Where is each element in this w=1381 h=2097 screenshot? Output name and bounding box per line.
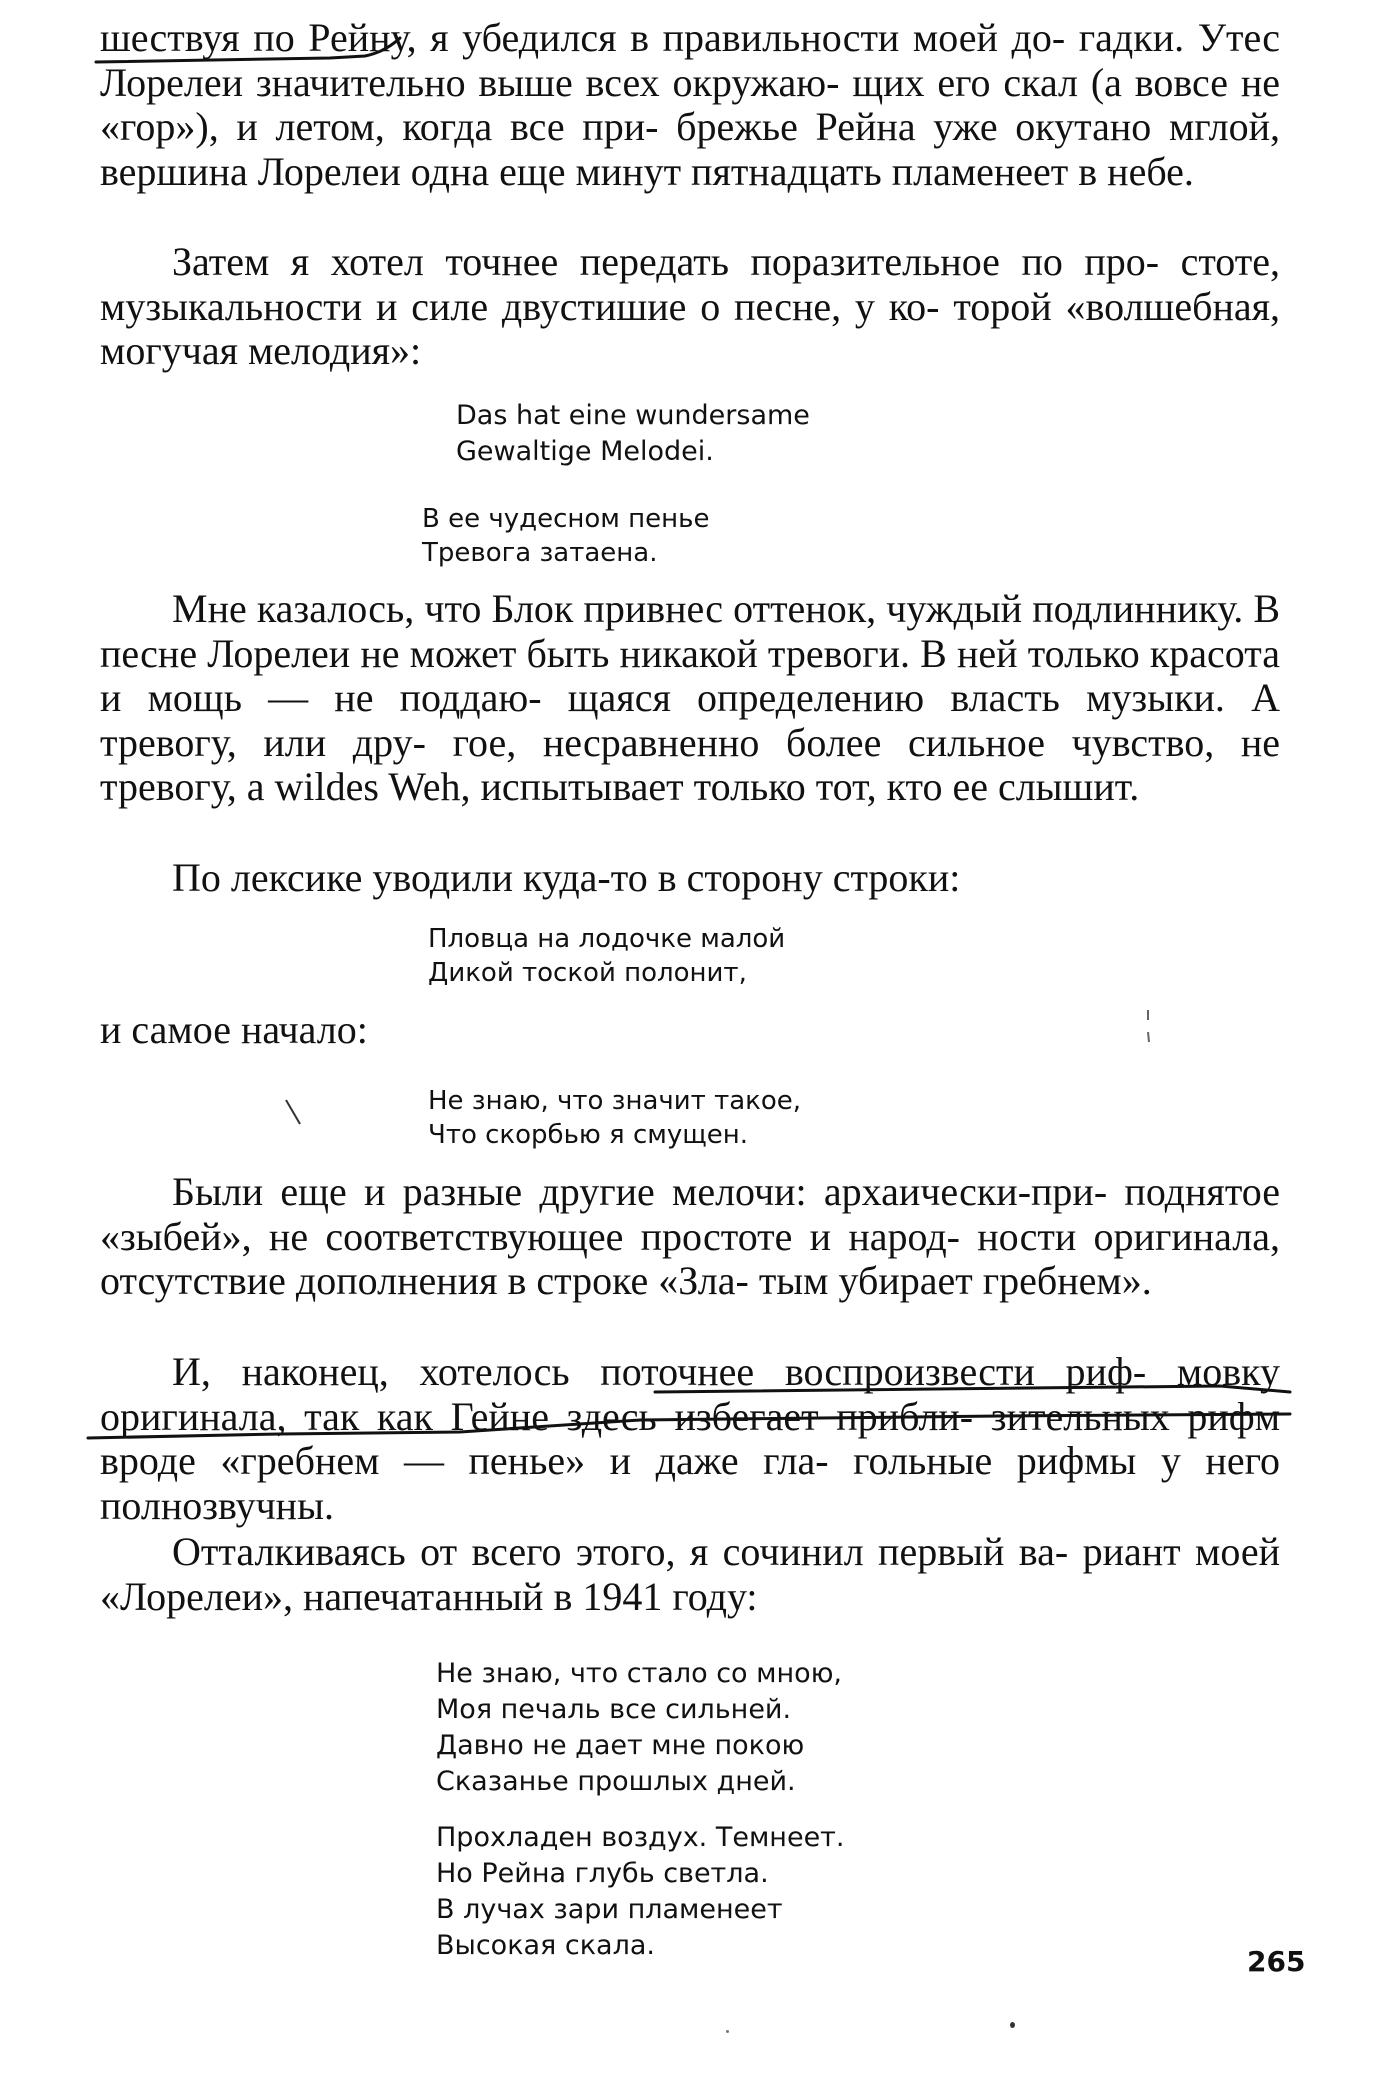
text-line: И, наконец, хотелось поточнее воспроизвести риф- [172, 1349, 1147, 1394]
text-line: шествуя по Рейну, я убедился в правильности моей до- [100, 15, 1066, 60]
verse-blok-quote-2 [428, 922, 785, 990]
verse-line: Gewaltige Melodei. [456, 436, 714, 467]
text-line: стоте, музыкальности и силе двустишие о песне, у ко- [100, 239, 1281, 329]
paragraph-two [100, 240, 1280, 374]
verse-line: Не знаю, что значит такое, [428, 1086, 802, 1116]
paragraph-seven [100, 1350, 1280, 1528]
verse-line: Дикой тоской полонит, [428, 958, 747, 988]
stray-mark [286, 1100, 300, 1124]
verse-german-quote [456, 398, 810, 470]
text-line: щаяся определению власть музыки. А тревогу, или дру- [100, 675, 1280, 765]
text-line: Мне казалось, что Блок привнес оттенок, чуждый [172, 586, 1023, 631]
text-line: По лексике уводили куда-то в сторону строки: [172, 855, 961, 900]
text-line: щих его скал (а вовсе не «гор»), и летом, когда все при- [100, 59, 1281, 149]
verse-line: В ее чудесном пенье [422, 504, 710, 534]
paragraph-continuation [100, 16, 1280, 194]
verse-blok-quote-3 [428, 1084, 801, 1152]
text-line: Отталкиваясь от всего этого, я сочинил первый ва- [172, 1529, 1069, 1574]
paragraph-three [100, 587, 1280, 810]
verse-line: Высокая скала. [436, 1930, 655, 1961]
verse-line: Не знаю, что стало со мною, [436, 1658, 843, 1689]
text-line: и самое начало: [100, 1007, 368, 1052]
text-line: гадки. Утес Лорелеи значительно выше всех окружаю- [100, 15, 1280, 105]
verse-blok-quote-1 [422, 502, 709, 570]
text-line: поднятое «зыбей», не соответствующее простоте и народ- [100, 1169, 1281, 1259]
verse-line: Но Рейна глубь светла. [436, 1858, 769, 1889]
paragraph-six [100, 1170, 1280, 1304]
text-line: зительных рифм вроде «гребнем — пенье» и даже гла- [100, 1393, 1281, 1483]
text-line: Были еще и разные другие мелочи: архаически-при- [172, 1169, 1108, 1214]
verse-line: Сказанье прошлых дней. [436, 1766, 796, 1797]
text-line: wildes Weh, испытывает только тот, кто ее слышит. [274, 764, 1140, 809]
paragraph-eight [100, 1530, 1280, 1619]
verse-line: Моя печаль все сильней. [436, 1694, 792, 1725]
text-line: брежье Рейна уже окутано мглой, вершина Лорелеи [100, 104, 1281, 194]
text-line: подлиннику. В песне Лорелеи не может быть никакой [100, 586, 1281, 676]
text-line: торой «волшебная, могучая мелодия»: [100, 283, 1281, 373]
ink-speck [1010, 2022, 1015, 2028]
verse-line: Тревога затаена. [422, 538, 658, 568]
text-line: тым убирает гребнем». [758, 1258, 1152, 1303]
verse-line: Прохладен воздух. Темнеет. [436, 1822, 845, 1853]
text-line: одна еще минут пятнадцать пламенеет в небе. [410, 148, 1194, 194]
verse-line: Пловца на лодочке малой [428, 924, 786, 954]
page-number: 265 [1247, 1945, 1306, 1978]
verse-lorelei-stanza-2 [436, 1820, 845, 1964]
ink-speck [726, 2030, 729, 2033]
text-line: Затем я хотел точнее передать поразительное по про- [172, 239, 1160, 284]
text-line: риант моей «Лорелеи», напечатанный в 1941 году: [100, 1529, 1280, 1619]
verse-line: Что скорбью я смущен. [428, 1120, 749, 1150]
text-line: гольные рифмы у него полнозвучны. [100, 1438, 1280, 1528]
verse-line: Das hat eine wundersame [456, 400, 810, 431]
verse-lorelei-stanza-1 [436, 1656, 842, 1800]
text-line: ности оригинала, отсутствие дополнения в строке «Зла- [100, 1213, 1280, 1303]
verse-line: Давно не дает мне покою [436, 1730, 805, 1761]
paragraph-four [100, 856, 1280, 901]
paragraph-five [100, 1008, 1280, 1053]
text-line: мовку оригинала, так как Гейне здесь избегает прибли- [100, 1349, 1280, 1439]
text-line: тревоги. В ней только красота и мощь — не поддаю- [100, 630, 1281, 720]
text-line: гое, несравненно более сильное чувство, не тревогу, а [100, 719, 1281, 809]
verse-line: В лучах зари пламенеет [436, 1894, 783, 1925]
